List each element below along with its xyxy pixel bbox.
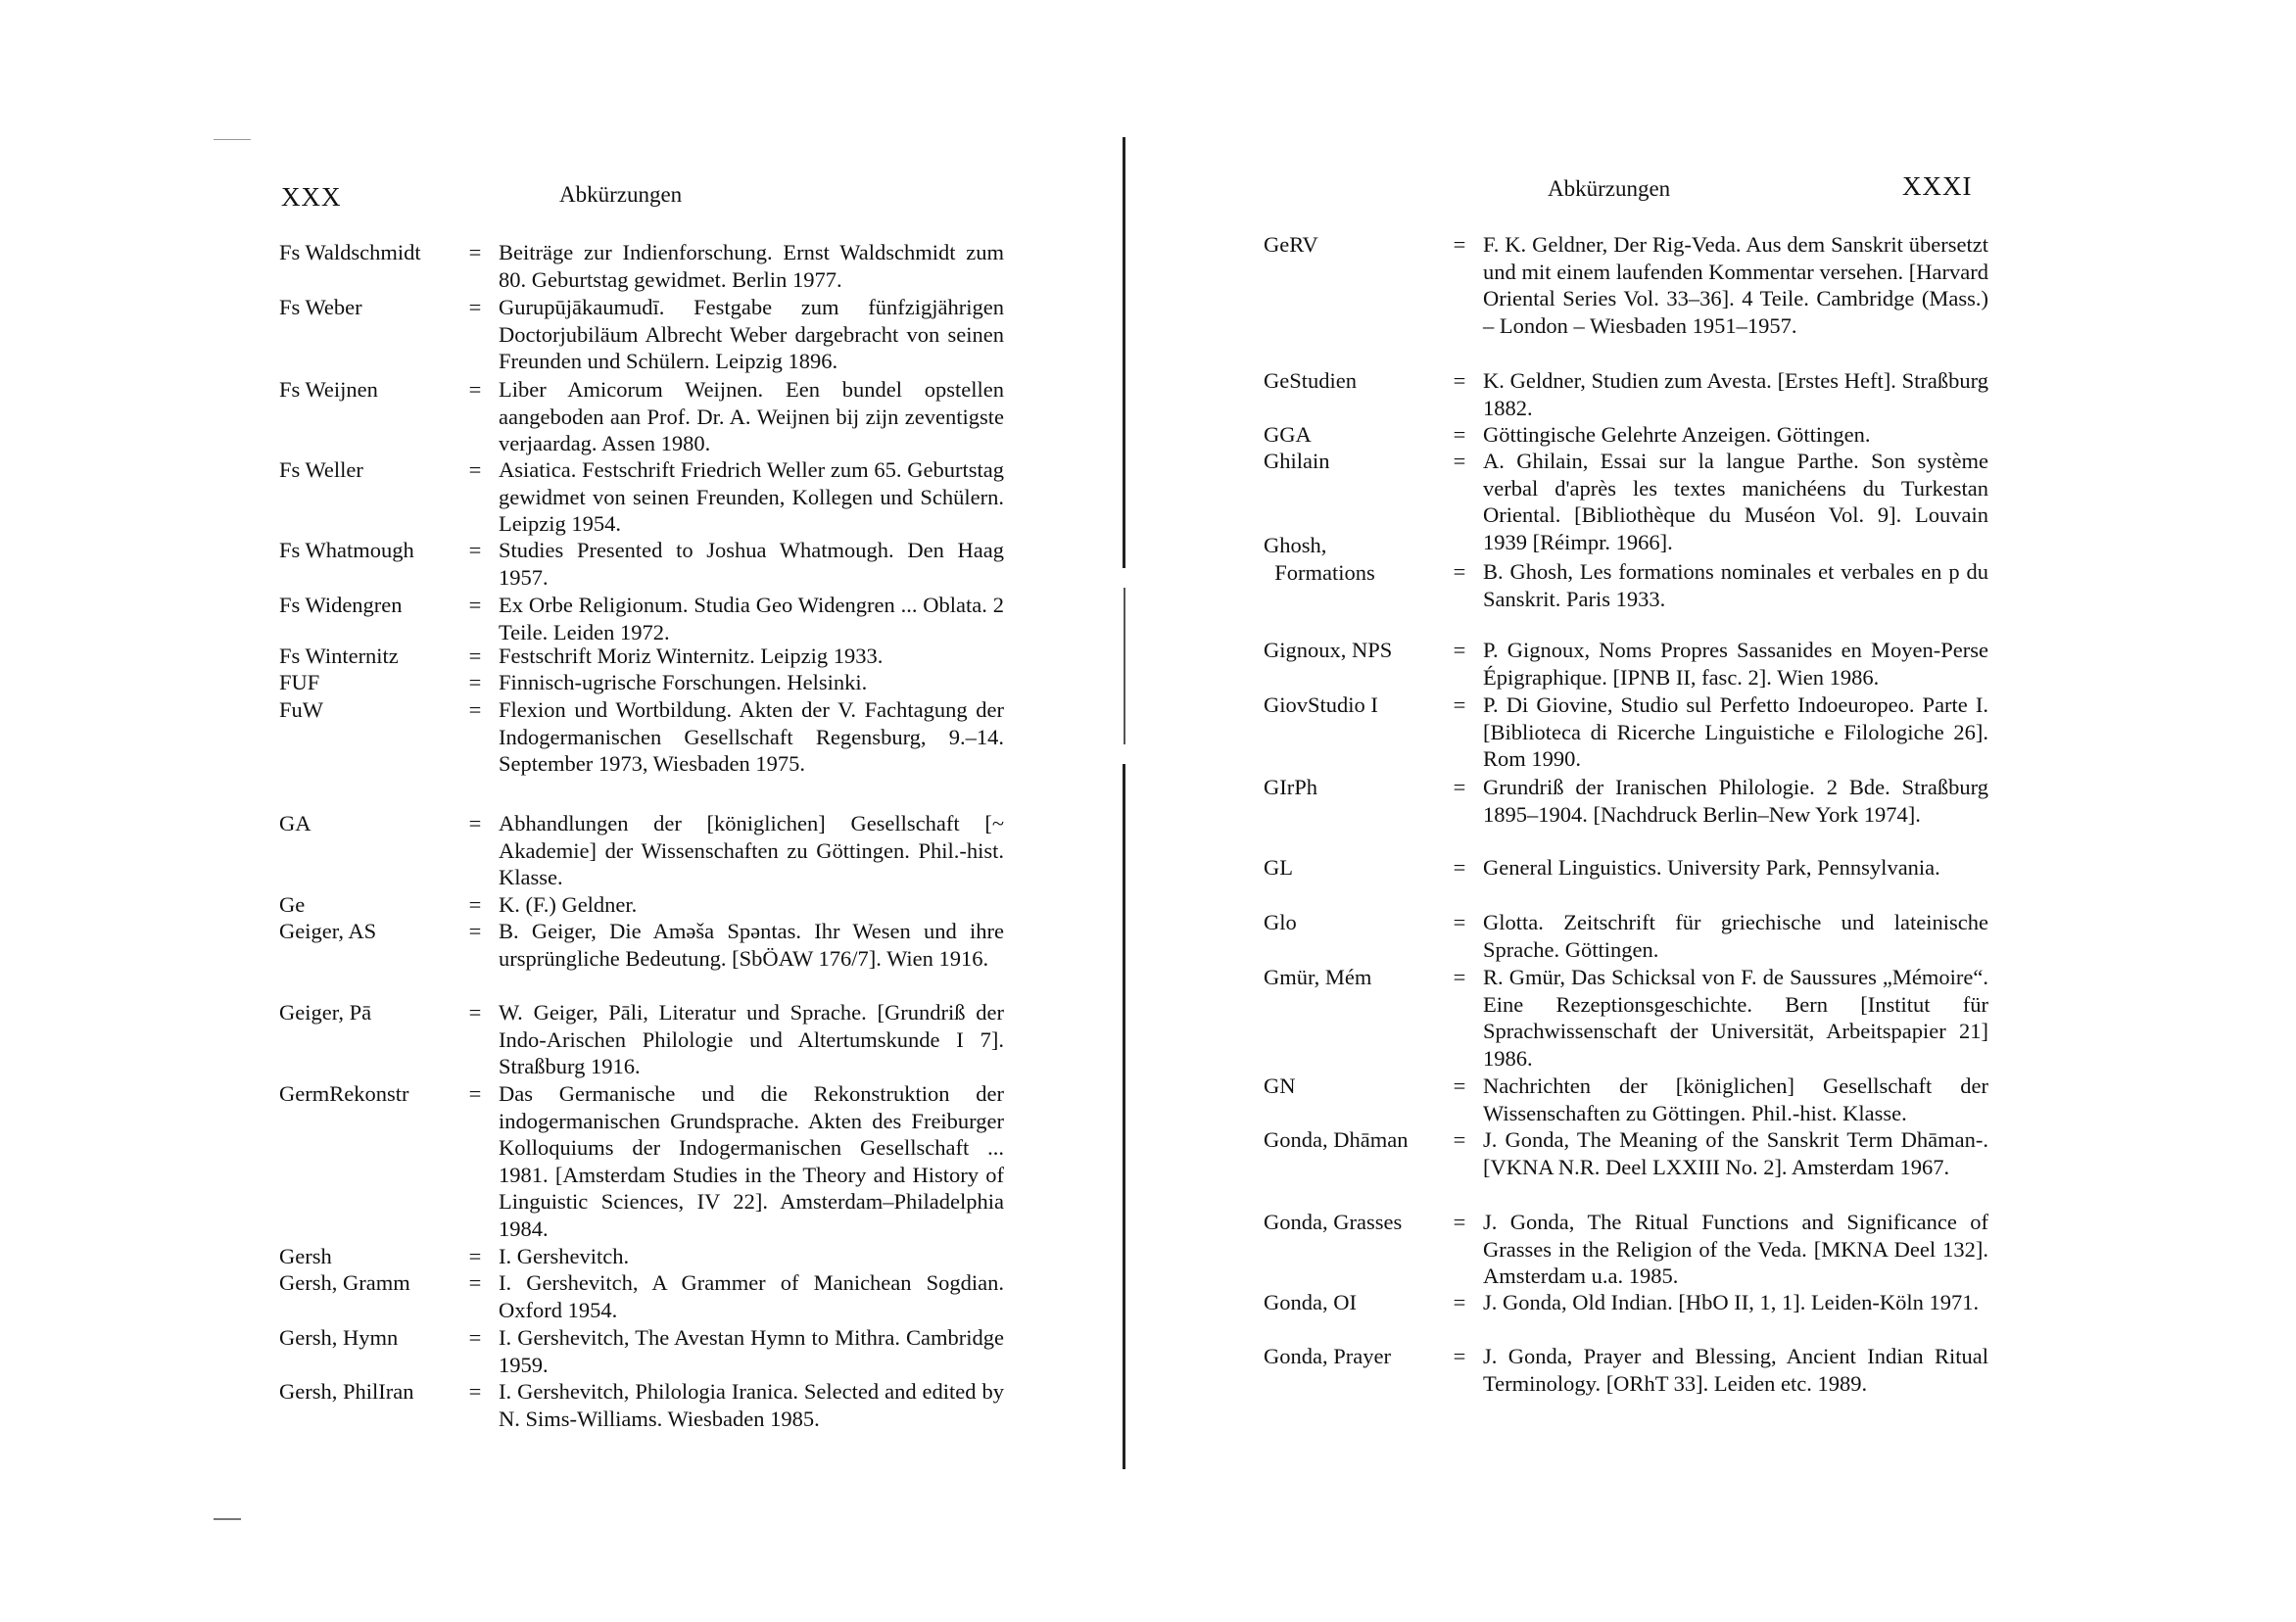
abbreviation-term: Gonda, Prayer	[1264, 1344, 1391, 1368]
abbreviation-term: GIrPh	[1264, 775, 1317, 799]
abbreviation-definition: Liber Amicorum Weijnen. Een bundel opstellen aangeboden aan Prof. Dr. A. Weijnen bij zijn zeventigste verjaardag. Assen 1980.	[499, 377, 1004, 455]
equals-sign: =	[468, 919, 482, 943]
abbreviation-definition: K. (F.) Geldner.	[499, 892, 638, 917]
equals-sign: =	[1453, 855, 1466, 880]
abbreviation-term: Ghosh, Formations	[1264, 533, 1375, 585]
abbreviation-term: FuW	[279, 697, 323, 722]
abbreviation-term: Gersh	[279, 1244, 332, 1268]
abbreviation-definition: Gurupūjākaumudī. Festgabe zum fünfzigjährigen Doctorjubiläum Albrecht Weber dargebracht von seinen Freunden und Schülern. Leipzig 1896.	[499, 295, 1004, 373]
equals-sign: =	[1453, 1290, 1466, 1314]
abbreviation-definition: Grundriß der Iranischen Philologie. 2 Bde. Straßburg 1895–1904. [Nachdruck Berlin–New York 1974].	[1483, 775, 1988, 827]
abbreviation-term: Fs Whatmough	[279, 538, 414, 562]
equals-sign: =	[468, 697, 482, 722]
abbreviation-definition: J. Gonda, Old Indian. [HbO II, 1, 1]. Leiden-Köln 1971.	[1483, 1290, 1980, 1314]
abbreviation-definition: Glotta. Zeitschrift für griechische und lateinische Sprache. Göttingen.	[1483, 910, 1988, 962]
abbreviation-term: GermRekonstr	[279, 1081, 409, 1106]
scan-mark-top	[214, 139, 251, 140]
abbreviation-term: Gersh, Hymn	[279, 1325, 399, 1350]
abbreviation-term: GN	[1264, 1073, 1296, 1098]
abbreviation-definition: P. Gignoux, Noms Propres Sassanides en Moyen-Perse Épigraphique. [IPNB II, fasc. 2]. Wien 1986.	[1483, 638, 1988, 690]
equals-sign: =	[468, 670, 482, 694]
abbreviation-term: GL	[1264, 855, 1293, 880]
abbreviation-definition: Flexion und Wortbildung. Akten der V. Fachtagung der Indogermanischen Gesellschaft Regensburg, 9.–14. September 1973, Wiesbaden 1975.	[499, 697, 1004, 776]
equals-sign: =	[1453, 1344, 1466, 1368]
abbreviation-definition: J. Gonda, Prayer and Blessing, Ancient Indian Ritual Terminology. [ORhT 33]. Leiden etc. 1989.	[1483, 1344, 1988, 1396]
abbreviation-term: GGA	[1264, 422, 1312, 447]
equals-sign: =	[1453, 232, 1466, 257]
equals-sign: =	[468, 1000, 482, 1025]
equals-sign: =	[1453, 449, 1466, 473]
abbreviation-definition: J. Gonda, The Meaning of the Sanskrit Term Dhāman-. [VKNA N.R. Deel LXXIII No. 2]. Amsterdam 1967.	[1483, 1127, 1988, 1179]
abbreviation-term: Geiger, Pā	[279, 1000, 372, 1025]
abbreviation-definition: I. Gershevitch, The Avestan Hymn to Mithra. Cambridge 1959.	[499, 1325, 1004, 1377]
abbreviation-term: Fs Weber	[279, 295, 362, 319]
abbreviation-definition: Das Germanische und die Rekonstruktion der indogermanischen Grundsprache. Akten des Freiburger Kolloquiums der Indogermanischen Gesellschaft ... 1981. [Amsterdam Studies in the Theory and History of Linguistic Sciences, IV 22]. Amsterdam–Philadelphia 1984.	[499, 1081, 1004, 1241]
abbreviation-definition: P. Di Giovine, Studio sul Perfetto Indoeuropeo. Parte I. [Biblioteca di Ricerche Linguistiche e Filologiche 26]. Rom 1990.	[1483, 692, 1988, 771]
equals-sign: =	[468, 240, 482, 264]
abbreviation-term: Gersh, PhilIran	[279, 1379, 414, 1404]
abbreviation-definition: B. Ghosh, Les formations nominales et verbales en p du Sanskrit. Paris 1933.	[1483, 559, 1988, 611]
running-title: Abkürzungen	[1548, 176, 1671, 201]
abbreviation-definition: Finnisch-ugrische Forschungen. Helsinki.	[499, 670, 868, 694]
equals-sign: =	[1453, 1127, 1466, 1152]
abbreviation-definition: W. Geiger, Pāli, Literatur und Sprache. [Grundriß der Indo-Arischen Philologie und Altertumskunde I 7]. Straßburg 1916.	[499, 1000, 1004, 1078]
running-title: Abkürzungen	[559, 182, 683, 207]
abbreviation-definition: General Linguistics. University Park, Pennsylvania.	[1483, 855, 1940, 880]
abbreviation-definition: Abhandlungen der [königlichen] Gesellschaft [~ Akademie] der Wissenschaften zu Göttingen. Phil.-hist. Klasse.	[499, 811, 1004, 889]
abbreviation-term: Gonda, Grasses	[1264, 1210, 1403, 1234]
equals-sign: =	[1453, 638, 1466, 662]
equals-sign: =	[468, 1081, 482, 1106]
abbreviation-term: GeStudien	[1264, 368, 1357, 393]
equals-sign: =	[1453, 1073, 1466, 1098]
abbreviation-definition: Festschrift Moriz Winternitz. Leipzig 1933.	[499, 644, 884, 668]
equals-sign: =	[468, 295, 482, 319]
abbreviation-definition: F. K. Geldner, Der Rig-Veda. Aus dem Sanskrit übersetzt und mit einem laufenden Kommentar versehen. [Harvard Oriental Series Vol. 33–36]. 4 Teile. Cambridge (Mass.) – London – Wiesbaden 1951–1957.	[1483, 232, 1988, 338]
abbreviation-term: Ghilain	[1264, 449, 1330, 473]
equals-sign: =	[1453, 422, 1466, 447]
equals-sign: =	[468, 1244, 482, 1268]
equals-sign: =	[468, 644, 482, 668]
abbreviation-term: Gonda, OI	[1264, 1290, 1357, 1314]
abbreviation-definition: Studies Presented to Joshua Whatmough. Den Haag 1957.	[499, 538, 1004, 590]
abbreviation-term: Glo	[1264, 910, 1297, 934]
abbreviation-term: GA	[279, 811, 311, 835]
abbreviation-definition: J. Gonda, The Ritual Functions and Significance of Grasses in the Religion of the Veda. [MKNA Deel 132]. Amsterdam u.a. 1985.	[1483, 1210, 1988, 1288]
equals-sign: =	[468, 593, 482, 617]
abbreviation-definition: B. Geiger, Die Aməša Spəntas. Ihr Wesen und ihre ursprüngliche Bedeutung. [SbÖAW 176/7]. Wien 1916.	[499, 919, 1004, 971]
equals-sign: =	[468, 457, 482, 482]
page-number: XXX	[281, 182, 342, 212]
abbreviation-definition: Nachrichten der [königlichen] Gesellschaft der Wissenschaften zu Göttingen. Phil.-hist. Klasse.	[1483, 1073, 1988, 1125]
gutter-rule-lower	[1123, 764, 1125, 1469]
gutter-rule-upper	[1123, 137, 1125, 568]
abbreviation-term: Gersh, Gramm	[279, 1270, 410, 1295]
abbreviation-term: GiovStudio I	[1264, 692, 1378, 717]
equals-sign: =	[1453, 368, 1466, 393]
abbreviation-term: Fs Widengren	[279, 593, 403, 617]
abbreviation-definition: K. Geldner, Studien zum Avesta. [Erstes Heft]. Straßburg 1882.	[1483, 368, 1988, 420]
abbreviation-term: Gonda, Dhāman	[1264, 1127, 1409, 1152]
abbreviation-term: Gmür, Mém	[1264, 965, 1372, 989]
equals-sign: =	[1453, 775, 1466, 799]
abbreviation-definition: R. Gmür, Das Schicksal von F. de Saussures „Mémoire“. Eine Rezeptionsgeschichte. Bern [Institut für Sprachwissenschaft der Universität, Arbeitspapier 21] 1986.	[1483, 965, 1988, 1071]
equals-sign: =	[468, 1379, 482, 1404]
abbreviation-term: Fs Weller	[279, 457, 363, 482]
equals-sign: =	[468, 892, 482, 917]
abbreviation-term: Gignoux, NPS	[1264, 638, 1393, 662]
equals-sign: =	[468, 1325, 482, 1350]
equals-sign: =	[1453, 559, 1466, 584]
abbreviation-term: Fs Waldschmidt	[279, 240, 421, 264]
scan-mark-bottom	[214, 1518, 241, 1520]
page-number: XXXI	[1902, 171, 1973, 201]
equals-sign: =	[1453, 692, 1466, 717]
abbreviation-definition: A. Ghilain, Essai sur la langue Parthe. Son système verbal d'après les textes manichéens du Turkestan Oriental. [Bibliothèque du Muséon Vol. 9]. Louvain 1939 [Réimpr. 1966].	[1483, 449, 1988, 554]
abbreviation-definition: I. Gershevitch, Philologia Iranica. Selected and edited by N. Sims-Williams. Wiesbaden 1985.	[499, 1379, 1004, 1431]
equals-sign: =	[1453, 965, 1466, 989]
abbreviation-definition: I. Gershevitch, A Grammer of Manichean Sogdian. Oxford 1954.	[499, 1270, 1004, 1322]
abbreviation-definition: Asiatica. Festschrift Friedrich Weller zum 65. Geburtstag gewidmet von seinen Freunden, Kollegen und Schülern. Leipzig 1954.	[499, 457, 1004, 536]
abbreviation-definition: I. Gershevitch.	[499, 1244, 630, 1268]
abbreviation-definition: Beiträge zur Indienforschung. Ernst Waldschmidt zum 80. Geburtstag gewidmet. Berlin 1977.	[499, 240, 1004, 292]
abbreviation-term: GeRV	[1264, 232, 1318, 257]
abbreviation-definition: Göttingische Gelehrte Anzeigen. Göttingen.	[1483, 422, 1871, 447]
gutter-rule-middle	[1124, 588, 1125, 744]
abbreviation-definition: Ex Orbe Religionum. Studia Geo Widengren ... Oblata. 2 Teile. Leiden 1972.	[499, 593, 1004, 644]
equals-sign: =	[1453, 1210, 1466, 1234]
equals-sign: =	[468, 538, 482, 562]
equals-sign: =	[468, 377, 482, 402]
abbreviation-term: Fs Winternitz	[279, 644, 399, 668]
equals-sign: =	[468, 1270, 482, 1295]
equals-sign: =	[1453, 910, 1466, 934]
abbreviation-term: Fs Weijnen	[279, 377, 378, 402]
abbreviation-term: Ge	[279, 892, 306, 917]
abbreviation-term: FUF	[279, 670, 320, 694]
abbreviation-term: Geiger, AS	[279, 919, 377, 943]
equals-sign: =	[468, 811, 482, 835]
